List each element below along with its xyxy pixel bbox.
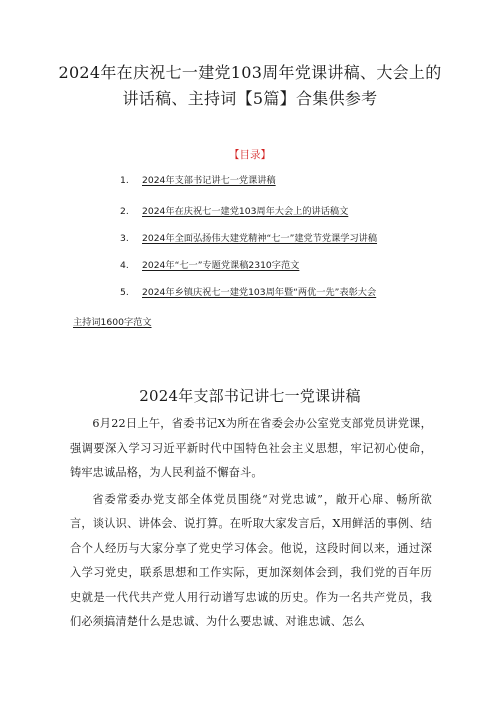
toc-item-number: 1.	[120, 175, 129, 186]
toc-item-number: 3.	[120, 233, 129, 244]
toc-item-1[interactable]	[120, 172, 276, 186]
toc-item-5-continuation[interactable]: 主持词1600字范文	[73, 317, 152, 328]
document-title	[40, 60, 460, 112]
toc-item-link[interactable]: 2024年乡镇庆祝七一建党103周年暨“两优一先”表彰大会	[142, 287, 377, 298]
document-title-line-2: 讲话稿、主持词【5篇】合集供参考	[122, 89, 378, 108]
document-title-line-1: 2024年在庆祝七一建党103周年党课讲稿、大会上的	[58, 63, 442, 82]
toc-heading: 【目录】	[229, 149, 271, 161]
section-title: 2024年支部书记讲七一党课讲稿	[139, 387, 361, 405]
toc-item-link[interactable]: 2024年在庆祝七一建党103周年大会上的讲话稿文	[142, 206, 349, 217]
toc-item-2[interactable]	[120, 203, 348, 217]
body-paragraph-2: 省委常委办党支部全体党员围绕“对党忠诚”，敞开心扉、畅所欲言，谈认识、讲体会、说打算。在听取大家发言后，X用鲜活的事例、结合个人经历与大家分享了党史学习体会。他说，这段时间以来，通过深入学习党史，联系思想和工作实际，更加深刻体会到，我们党的百年历史就是一代代共产党人用行动谱写忠诚的历史。作为一名共产党员，我们必须搞清楚什么是忠诚、为什么要忠诚、对谁忠诚、怎么	[70, 492, 432, 628]
toc-item-4[interactable]	[120, 257, 299, 271]
toc-item-5[interactable]	[120, 284, 376, 298]
toc-item-3[interactable]	[120, 230, 377, 244]
toc-item-number: 4.	[120, 260, 129, 271]
toc-item-link[interactable]: 2024年全面弘扬伟大建党精神“七一”建党节党课学习讲稿	[142, 233, 378, 244]
body-paragraph-1: 6月22日上午，省委书记X为所在省委会办公室党支部党员讲党课，强调要深入学习习近平新时代中国特色社会主义思想，牢记初心使命，铸牢忠诚品格，为人民利益不懈奋斗。	[70, 417, 432, 479]
toc-item-link[interactable]: 2024年“七一”专题党课稿2310字范文	[142, 260, 300, 271]
toc-item-link[interactable]: 2024年支部书记讲七一党课讲稿	[142, 175, 276, 186]
toc-item-number: 2.	[120, 206, 129, 217]
section-body	[70, 412, 432, 637]
toc-item-number: 5.	[120, 287, 129, 298]
